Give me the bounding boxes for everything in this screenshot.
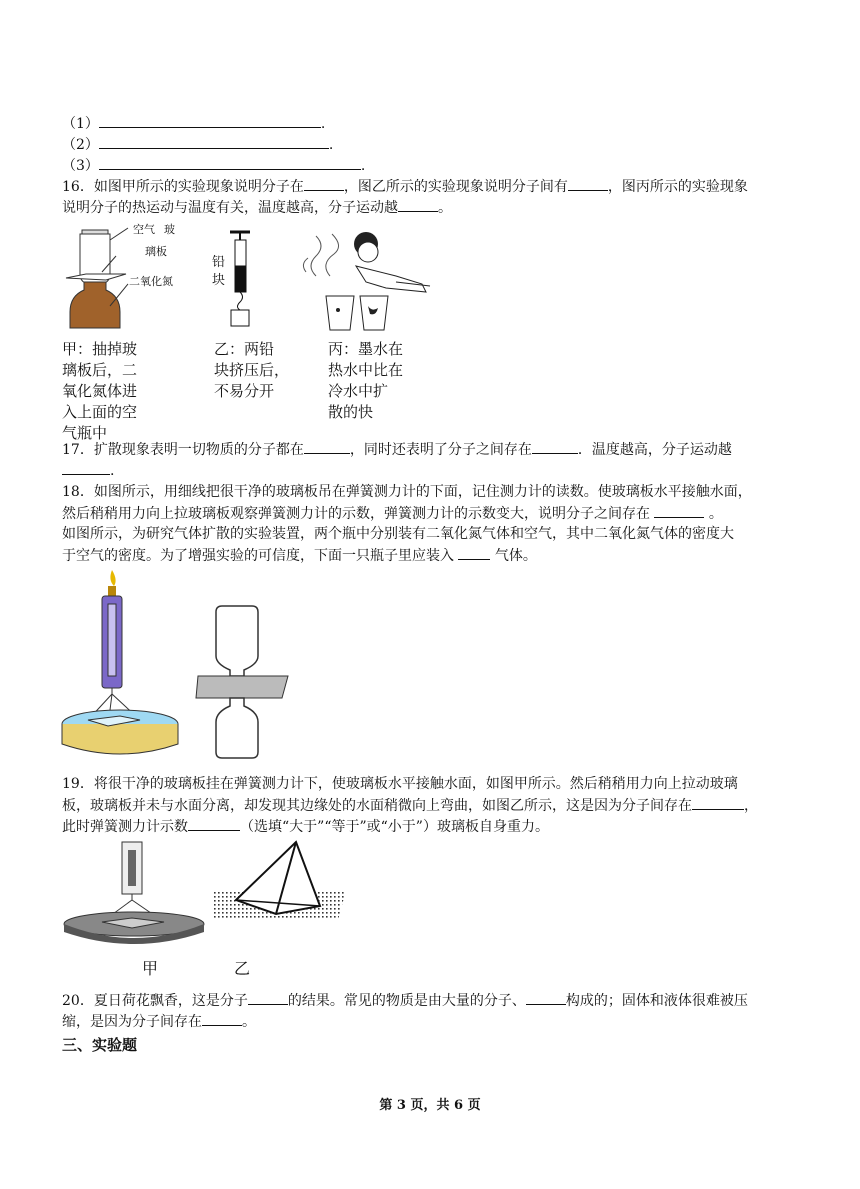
figure-19-jia bbox=[62, 838, 206, 948]
q18-line-3: 如图所示，为研究气体扩散的实验装置，两个瓶中分别装有二氧化氮气体和空气，其中二氧化氮气体的密度大 bbox=[62, 526, 734, 542]
blank bbox=[99, 155, 361, 170]
q16-line-1: 16．如图甲所示的实验现象说明分子在 ，图乙所示的实验现象说明分子间有 ，图丙所示的实验现象 bbox=[62, 176, 748, 197]
figure-bing-ink-diffusion bbox=[296, 226, 436, 336]
q17-line-1: 17．扩散现象表明一切物质的分子都在 ，同时还表明了分子之间存在 ．温度越高，分子运动越 bbox=[62, 439, 732, 460]
label-lead-1: 铅 bbox=[212, 255, 226, 270]
blank bbox=[526, 990, 566, 1005]
section-heading: 三、实验题 bbox=[62, 1036, 138, 1054]
q17-line-2: . bbox=[62, 460, 114, 481]
q19-line-1: 19．将很干净的玻璃板挂在弹簧测力计下，使玻璃板水平接触水面，如图甲所示。然后稍稍用力向上拉动玻璃 bbox=[62, 776, 738, 792]
q16-line-2: 说明分子的热运动与温度有关，温度越高，分子运动越 。 bbox=[62, 197, 452, 218]
label-glass-2: 璃板 bbox=[145, 245, 167, 258]
answer-line-3: （3） . bbox=[62, 155, 365, 176]
q19-line-2: 板，玻璃板并未与水面分离，却发现其边缘处的水面稍微向上弯曲，如图乙所示，这是因为分子间存在 ， bbox=[62, 795, 758, 816]
blank bbox=[654, 503, 704, 518]
figure-yi-lead-blocks bbox=[228, 228, 258, 328]
label-glass-1: 玻 bbox=[164, 223, 175, 236]
caption-bing: 丙：墨水在 热水中比在 冷水中扩 散的快 bbox=[328, 340, 404, 421]
blank bbox=[568, 176, 608, 191]
answer-line-1: （1） . bbox=[62, 113, 325, 134]
label-jia: 甲 bbox=[142, 959, 159, 978]
figure-spring-scale-water bbox=[60, 568, 190, 758]
q18-line-2: 然后稍稍用力向上拉玻璃板观察弹簧测力计的示数，弹簧测力计的示数变大，说明分子之间存在 。 bbox=[62, 503, 723, 524]
caption-yi: 乙：两铅 块挤压后， 不易分开 bbox=[214, 340, 290, 400]
caption-jia: 甲：抽掉玻 璃板后，二 氧化氮体进 入上面的空 气瓶中 bbox=[62, 340, 138, 442]
q18-line-1: 18．如图所示，用细线把很干净的玻璃板吊在弹簧测力计的下面，记住测力计的读数。使玻璃板水平接触水面， bbox=[62, 484, 752, 500]
blank bbox=[398, 197, 438, 212]
figure-diffusion-bottles bbox=[196, 606, 290, 760]
q19-line-3: 此时弹簧测力计示数 （选填“大于”“等于”或“小于”）玻璃板自身重力。 bbox=[62, 816, 549, 837]
figure-19-yi bbox=[210, 840, 350, 924]
q20-line-2: 缩，是因为分子间存在 。 bbox=[62, 1011, 256, 1032]
page-footer: 第 3 页，共 6 页 bbox=[379, 1098, 481, 1113]
label-lead-2: 块 bbox=[212, 273, 226, 288]
blank bbox=[304, 439, 350, 454]
label-air: 空气 bbox=[133, 223, 155, 236]
answer-line-2: （2） . bbox=[62, 134, 333, 155]
blank bbox=[458, 545, 490, 560]
blank bbox=[532, 439, 578, 454]
label-yi: 乙 bbox=[234, 959, 251, 978]
label-no2: 二氧化氮 bbox=[129, 275, 173, 288]
blank bbox=[188, 816, 240, 831]
blank bbox=[692, 795, 744, 810]
blank bbox=[304, 176, 344, 191]
blank bbox=[62, 460, 110, 475]
blank bbox=[202, 1011, 242, 1026]
q18-line-4: 于空气的密度。为了增强实验的可信度，下面一只瓶子里应装入 气体。 bbox=[62, 545, 537, 566]
blank bbox=[99, 113, 321, 128]
blank bbox=[248, 990, 288, 1005]
q20-line-1: 20．夏日荷花飘香，这是分子 的结果。常见的物质是由大量的分子、 构成的；固体和液体很难被压 bbox=[62, 990, 748, 1011]
blank bbox=[99, 134, 329, 149]
